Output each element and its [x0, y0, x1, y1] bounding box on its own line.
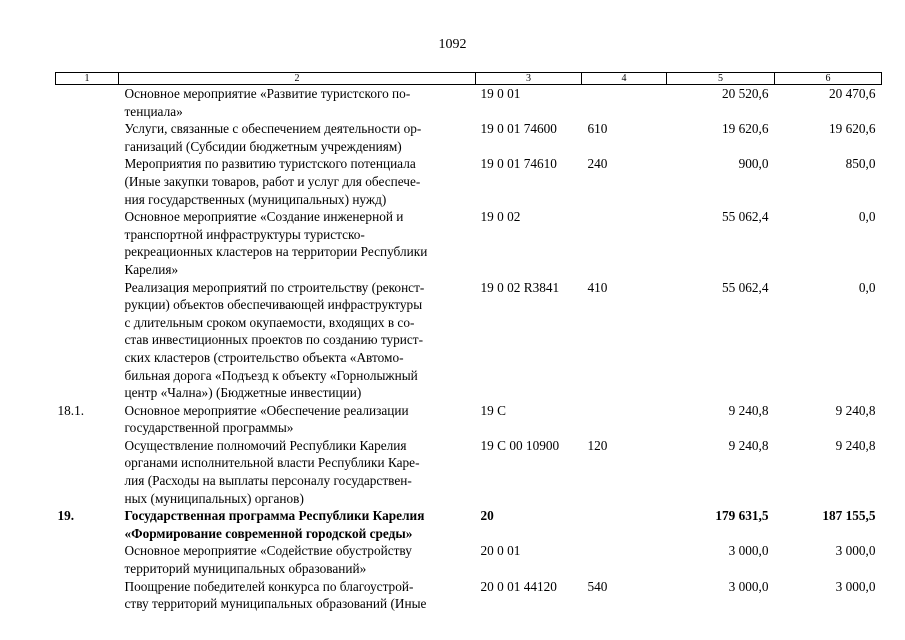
budget-table	[55, 72, 882, 613]
expense-type-cell: 540	[587, 578, 608, 594]
amount-year1-cell: 55 062,4	[721, 209, 769, 225]
budget-code-cell: 19 0 02 R3841	[480, 279, 560, 295]
expense-type-cell: 410	[587, 279, 608, 295]
amount-year1-cell: 3 000,0	[728, 578, 769, 594]
amount-year2-cell: 187 155,5	[822, 508, 876, 524]
column-header-1: 1	[56, 73, 119, 85]
column-header-6: 6	[775, 73, 882, 85]
table-row	[56, 279, 882, 402]
amount-year2-cell: 0,0	[858, 209, 876, 225]
amount-year2-cell: 3 000,0	[835, 543, 876, 559]
expense-type-cell	[582, 542, 667, 577]
expense-type-cell: 240	[587, 156, 608, 172]
item-number-cell	[56, 279, 119, 402]
item-name-cell: Государственная программа Республики Карелия «Формирование современной городской среды»	[124, 508, 425, 541]
table-row	[56, 120, 882, 155]
table-row	[56, 507, 882, 542]
amount-year1-cell: 9 240,8	[728, 402, 769, 418]
expense-type-cell	[582, 507, 667, 542]
item-name-cell: Реализация мероприятий по строительству (реконст- рукции) объектов обеспечивающей инфраструктуры с длительным сроком окупаемости, входящих в со- став инвестиционных проектов по созданию турист- ских кластеров (строительство объекта «Автомо- бильная дорога «Подъезд к объекту «Горнолыжный центр «Чална») (Бюджетные инвестиции)	[124, 279, 425, 401]
expense-type-cell	[582, 208, 667, 278]
amount-year2-cell: 0,0	[858, 279, 876, 295]
item-number-cell	[56, 437, 119, 507]
item-number-cell	[56, 542, 119, 577]
item-number-cell	[56, 120, 119, 155]
expense-type-cell	[582, 402, 667, 437]
expense-type-cell: 610	[587, 121, 608, 137]
expense-type-cell	[582, 85, 667, 121]
column-header-3: 3	[476, 73, 582, 85]
expense-type-cell: 120	[587, 437, 608, 453]
item-name-cell: Основное мероприятие «Создание инженерной и транспортной инфраструктуры туристско- рекреационных кластеров на территории Республики Карелия»	[124, 209, 428, 277]
amount-year1-cell: 20 520,6	[721, 86, 769, 101]
table-body	[56, 85, 882, 613]
column-number-header-row	[56, 73, 882, 85]
table-row	[56, 437, 882, 507]
amount-year1-cell: 9 240,8	[728, 437, 769, 453]
item-name-cell: Осуществление полномочий Республики Карелия органами исполнительной власти Республики Каре- лия (Расходы на выплаты персоналу государствен- ных (муниципальных) органов)	[124, 437, 420, 506]
amount-year1-cell: 179 631,5	[715, 508, 769, 524]
amount-year2-cell: 3 000,0	[835, 578, 876, 594]
amount-year2-cell: 850,0	[845, 156, 876, 172]
table-row	[56, 402, 882, 437]
item-number-cell	[56, 578, 119, 613]
amount-year2-cell: 9 240,8	[835, 437, 876, 453]
page-number: 1092	[438, 37, 467, 52]
amount-year1-cell: 19 620,6	[721, 121, 769, 137]
amount-year1-cell: 55 062,4	[721, 279, 769, 295]
item-name-cell: Поощрение победителей конкурса по благоустрой- ству территорий муниципальных образований (Иные	[124, 578, 427, 612]
budget-code-cell: 19 С	[480, 402, 506, 418]
column-header-2: 2	[119, 73, 476, 85]
table-row	[56, 155, 882, 208]
item-number-cell: 19.	[57, 508, 75, 524]
table-row	[56, 85, 882, 121]
item-name-cell: Основное мероприятие «Развитие туристского по- тенциала»	[124, 86, 411, 119]
item-number-cell	[56, 85, 119, 121]
table-row	[56, 542, 882, 577]
budget-code-cell: 20	[480, 508, 494, 524]
item-name-cell: Основное мероприятие «Содействие обустройству территорий муниципальных образований»	[124, 543, 412, 577]
budget-code-cell: 19 0 01 74610	[480, 156, 557, 172]
column-header-5: 5	[667, 73, 775, 85]
table-row	[56, 208, 882, 278]
budget-code-cell: 19 0 01	[480, 86, 521, 101]
item-name-cell: Мероприятия по развитию туристского потенциала (Иные закупки товаров, работ и услуг для обеспече- ния государственных (муниципальных) нужд)	[124, 156, 421, 207]
amount-year2-cell: 19 620,6	[828, 121, 876, 137]
budget-code-cell: 20 0 01	[480, 543, 521, 559]
amount-year1-cell: 3 000,0	[728, 543, 769, 559]
item-name-cell: Основное мероприятие «Обеспечение реализации государственной программы»	[124, 402, 409, 436]
table-row	[56, 578, 882, 613]
item-name-cell: Услуги, связанные с обеспечением деятельности ор- ганизаций (Субсидии бюджетным учреждениям)	[124, 121, 422, 154]
item-number-cell: 18.1.	[57, 402, 85, 418]
budget-code-cell: 19 0 02	[480, 209, 521, 225]
budget-code-cell: 20 0 01 44120	[480, 578, 557, 594]
amount-year2-cell: 9 240,8	[835, 402, 876, 418]
amount-year2-cell: 20 470,6	[828, 86, 876, 101]
item-number-cell	[56, 208, 119, 278]
amount-year1-cell: 900,0	[738, 156, 769, 172]
item-number-cell	[56, 155, 119, 208]
column-header-4: 4	[582, 73, 667, 85]
budget-code-cell: 19 0 01 74600	[480, 121, 557, 137]
budget-code-cell: 19 С 00 10900	[480, 437, 560, 453]
